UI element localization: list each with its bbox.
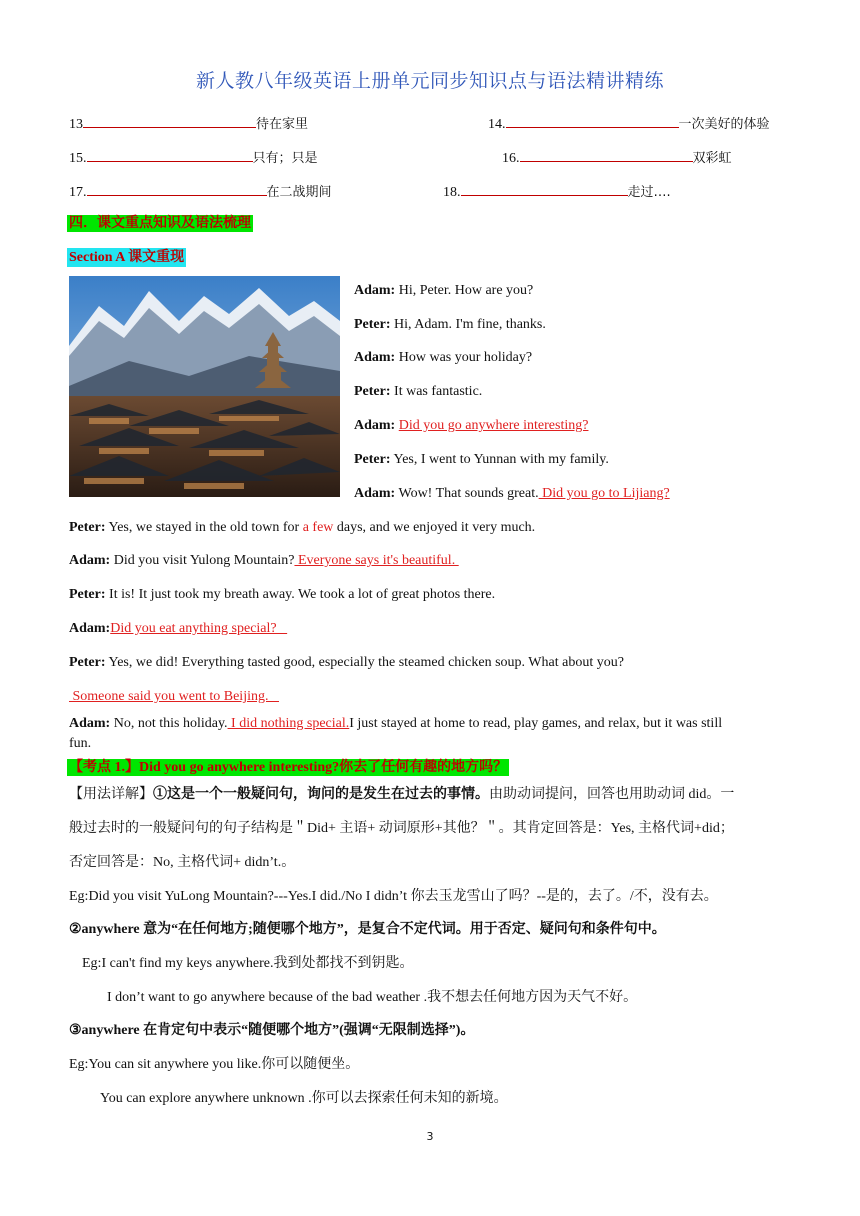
dialogue-line	[354, 486, 670, 502]
vocab-number: 15.	[69, 151, 87, 166]
vocab-number: 18.	[443, 185, 461, 200]
explain-bold: ③anywhere 在肯定句中表示“随便哪个地方”(强调“无限制选择”)。	[69, 1023, 475, 1038]
example-5: You can explore anywhere unknown .你可以去探索任何未知的新境。	[100, 1091, 508, 1106]
section-a-heading-wrap	[67, 246, 186, 266]
line-text: Yes, we stayed in the old town for	[105, 520, 303, 535]
explain-label: 【用法详解】	[69, 787, 153, 802]
vocab-meaning: 只有；只是	[252, 151, 318, 166]
highlight-text: Everyone says it's beautiful.	[294, 553, 459, 568]
example-3: I don’t want to go anywhere because of the bad weather .我不想去任何地方因为天气不好。	[107, 990, 638, 1005]
explain-line-1	[69, 783, 734, 803]
vocab-meaning: 在二战期间	[266, 185, 332, 200]
example-1: Eg:Did you visit YuLong Mountain?---Yes.I did./No I didn’t 你去玉龙雪山了吗？--是的，去了。/不，没有去。	[69, 889, 718, 904]
dialogue-line	[69, 553, 459, 569]
explain-bold: ①这是一个一般疑问句，询问的是发生在过去的事情。	[153, 787, 489, 802]
line-text: Wow! That sounds great.	[395, 486, 539, 501]
dialogue-line	[354, 418, 588, 434]
vocab-item-16	[502, 147, 732, 167]
dialogue-line	[354, 350, 532, 366]
explain-bold: ②anywhere 意为“在任何地方;随便哪个地方”，是复合不定代词。用于否定、疑问句和条件句中。	[69, 922, 666, 937]
highlight-text: Did you eat anything special?	[110, 621, 288, 636]
line-text: How was your holiday?	[395, 350, 533, 365]
vocab-number: 16.	[502, 151, 520, 166]
answer-blank[interactable]	[87, 181, 267, 196]
answer-blank[interactable]	[520, 147, 693, 162]
vocab-item-15	[69, 147, 318, 167]
line-text: Did you visit Yulong Mountain?	[110, 553, 295, 568]
vocab-item-13	[69, 113, 308, 133]
dialogue-line	[354, 283, 533, 299]
dialogue-line	[69, 520, 535, 536]
vocab-number: 17.	[69, 185, 87, 200]
line-text: No, not this holiday.	[110, 716, 228, 731]
dialogue-line	[69, 655, 624, 671]
section-a-heading: Section A 课文重现	[69, 250, 185, 265]
explain-line-2: 般过去时的一般疑问句的句子结构是＂Did+ 主语+ 动词原形+其他？＂。其肯定回答是：Yes, 主格代词+did；	[69, 821, 734, 836]
vocab-item-17	[69, 181, 332, 201]
line-text: Hi, Peter. How are you?	[395, 283, 534, 298]
highlight-text: Someone said you went to Beijing.	[69, 689, 279, 704]
speaker: Adam:	[354, 350, 396, 365]
line-text: I just stayed at home to read, play games, and relax, but it was still	[349, 716, 723, 731]
highlight-text: a few	[302, 520, 334, 535]
speaker: Adam:	[354, 283, 396, 298]
speaker: Adam:	[354, 486, 396, 501]
explain-line-3: 否定回答是：No, 主格代词+ didn’t.。	[69, 855, 296, 870]
vocab-item-18	[443, 181, 671, 201]
speaker: Adam:	[69, 553, 111, 568]
page-number: 3	[426, 1130, 434, 1143]
vocab-meaning: 一次美好的体验	[678, 117, 770, 132]
line-text: Yes, I went to Yunnan with my family.	[390, 452, 609, 467]
speaker: Adam:	[69, 716, 111, 731]
dialogue-line	[69, 716, 722, 732]
speaker: Peter:	[69, 655, 106, 670]
answer-blank[interactable]	[83, 113, 256, 128]
speaker: Peter:	[69, 587, 106, 602]
vocab-number: 13	[69, 117, 83, 132]
highlight-text: Did you go anywhere interesting?	[398, 418, 589, 433]
lijiang-photo	[69, 276, 340, 497]
answer-blank[interactable]	[461, 181, 628, 196]
explain-point-3	[69, 1019, 474, 1039]
vocab-meaning: 待在家里	[256, 117, 309, 132]
dialogue-line	[69, 621, 287, 637]
section-heading	[67, 212, 253, 232]
speaker: Peter:	[354, 317, 391, 332]
point-heading-wrap	[67, 756, 509, 776]
vocab-item-14	[488, 113, 770, 133]
line-text: Yes, we did! Everything tasted good, especially the steamed chicken soup. What about you?	[105, 655, 624, 670]
vocab-meaning: 双彩虹	[692, 151, 732, 166]
point-1-heading: 【考点 1.】Did you go anywhere interesting?你去了任何有趣的地方吗？	[69, 760, 508, 775]
speaker: Peter:	[69, 520, 106, 535]
speaker: Adam:	[69, 621, 111, 636]
dialogue-line-wrap: fun.	[69, 736, 92, 751]
speaker: Peter:	[354, 452, 391, 467]
line-text: days, and we enjoyed it very much.	[333, 520, 536, 535]
highlight-text: I did nothing special.	[227, 716, 350, 731]
page-title: 新人教八年级英语上册单元同步知识点与语法精讲精练	[195, 70, 664, 92]
example-4: Eg:You can sit anywhere you like.你可以随便坐。	[69, 1057, 360, 1072]
vocab-number: 14.	[488, 117, 506, 132]
line-text: It is! It just took my breath away. We took a lot of great photos there.	[105, 587, 496, 602]
speaker: Peter:	[354, 384, 391, 399]
line-text: Hi, Adam. I'm fine, thanks.	[390, 317, 546, 332]
answer-blank[interactable]	[87, 147, 253, 162]
answer-blank[interactable]	[506, 113, 679, 128]
explain-point-2	[69, 918, 666, 938]
speaker: Adam:	[354, 418, 396, 433]
dialogue-line	[354, 384, 482, 400]
highlight-text: Did you go to Lijiang?	[538, 486, 670, 501]
dialogue-line	[354, 452, 609, 468]
dialogue-line	[69, 689, 279, 705]
dialogue-line	[354, 317, 546, 333]
vocab-meaning: 走过….	[627, 185, 671, 200]
dialogue-line	[69, 587, 495, 603]
example-2: Eg:I can't find my keys anywhere.我到处都找不到钥匙。	[82, 956, 414, 971]
explain-text: 由助动词提问，回答也用助动词 did。一	[489, 787, 735, 802]
section-4-heading: 四．课文重点知识及语法梳理	[69, 216, 251, 231]
line-text: It was fantastic.	[390, 384, 483, 399]
